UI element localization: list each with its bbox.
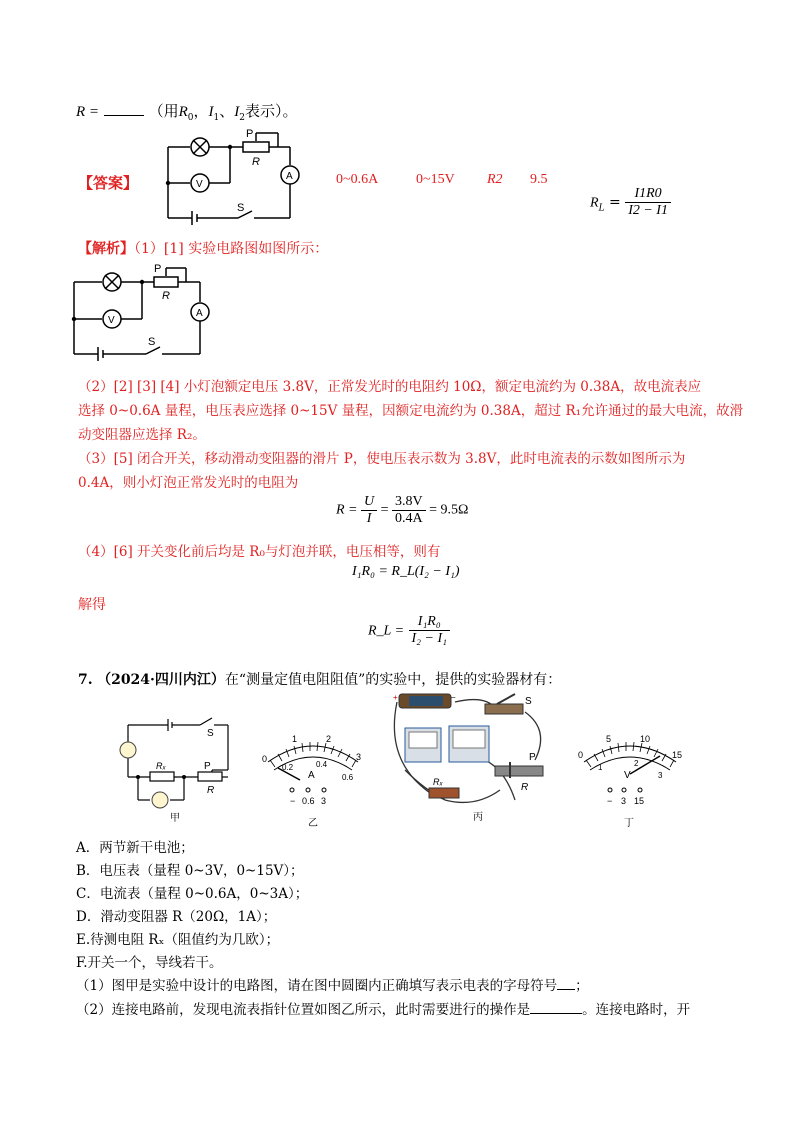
svg-text:−: −	[607, 796, 613, 806]
top-formula-line: R = （用$R_0$，$I_1$、$I_2$表示）。	[76, 102, 298, 123]
answer-formula-den: I2 − I1	[628, 203, 668, 218]
svg-text:0: 0	[578, 750, 584, 760]
svg-text:0.2: 0.2	[282, 763, 294, 772]
question-number: 7.	[78, 672, 93, 688]
svg-text:15: 15	[672, 750, 683, 760]
svg-text:15: 15	[634, 796, 645, 806]
analysis-p3-line2: 0.4A，则小灯泡正常发光时的电阻为	[78, 475, 299, 491]
material-b: B．电压表（量程 0~3V，0~15V）；	[76, 863, 304, 879]
jia-rx-label: Rₓ	[156, 761, 166, 771]
switch-label: S	[237, 202, 245, 214]
circuit-diagram-answer	[150, 125, 310, 225]
bing-r-label: R	[521, 782, 529, 793]
figure-jia-circuit	[112, 705, 242, 825]
r-note: （用	[148, 102, 179, 120]
rheostat-label: R	[252, 156, 260, 168]
analysis-p3-line1: （3）[5] 闭合开关，移动滑动变阻器的滑片 P，使电压表示数为 3.8V，此时电流表的示数如图所示为	[78, 451, 686, 467]
ammeter-symbol-label-2: A	[196, 308, 203, 319]
voltmeter-symbol-label: V	[196, 179, 203, 190]
solve-label: 解得	[78, 597, 106, 613]
svg-text:0.4: 0.4	[316, 760, 328, 769]
answer-item-2: 0~15V	[416, 172, 455, 187]
figure-yi-ammeter	[258, 730, 368, 830]
ammeter-unit: A	[308, 770, 315, 781]
answer-tag: 【答案】	[78, 174, 139, 192]
analysis-tag: 【解析】	[78, 241, 134, 257]
answer-formula: $R_L$ = $\frac{I1R0}{I2 - I1}$	[590, 186, 671, 219]
bing-switch-label: S	[525, 696, 532, 707]
material-d: D．滑动变阻器 R（20Ω，1A）；	[76, 909, 277, 925]
switch-label-2: S	[148, 336, 156, 348]
svg-text:0: 0	[262, 754, 268, 764]
sub-question-2: （2）连接电路前，发现电流表指针位置如图乙所示，此时需要进行的操作是 。连接电路时，开	[76, 1002, 691, 1018]
circuit-diagram-analysis	[62, 262, 222, 362]
fig-label-yi: 乙	[308, 818, 318, 829]
svg-text:1: 1	[598, 763, 603, 772]
analysis-p1: 【解析】（1）[1] 实验电路图如图所示：	[78, 241, 329, 257]
svg-text:0.6: 0.6	[302, 796, 315, 806]
voltmeter-symbol-label-2: V	[108, 315, 115, 326]
svg-text:3: 3	[658, 771, 663, 780]
analysis-p4: （4）[6] 开关变化前后均是 R₀与灯泡并联，电压相等，则有	[78, 544, 441, 560]
battery-minus: −	[451, 693, 456, 702]
answer-blank	[104, 115, 144, 116]
fig-label-ding: 丁	[624, 818, 634, 829]
svg-text:10: 10	[640, 734, 651, 744]
fig-label-jia: 甲	[170, 813, 180, 824]
svg-text:5: 5	[606, 734, 612, 744]
svg-text:−: −	[290, 796, 296, 806]
material-e: E.待测电阻 Rₓ（阻值约为几欧）；	[76, 932, 280, 948]
figure-ding-voltmeter	[574, 730, 689, 830]
slider-label: P	[246, 128, 254, 140]
sub-question-1: （1）图甲是实验中设计的电路图，请在图中圆圈内正确填写表示电表的字母符号 ；	[76, 978, 589, 994]
jia-switch-label: S	[207, 728, 214, 739]
equation-3: R_L = $\frac{\text{I₁R₀}}{\text{I₂ − I₁}}$	[368, 614, 450, 647]
jia-r-label: R	[207, 785, 215, 796]
analysis-p2-line3: 动变阻器应选择 R₂。	[78, 427, 206, 443]
answer-item-1: 0~0.6A	[336, 172, 379, 187]
ammeter-symbol-label: A	[286, 171, 293, 182]
answer-formula-num: I1R0	[625, 186, 671, 203]
svg-text:1: 1	[292, 734, 298, 744]
sub1-blank	[557, 989, 575, 990]
answer-item-3: R2	[487, 172, 503, 187]
material-a: A．两节新干电池；	[76, 840, 194, 856]
equation-1: R = $\frac{U}{I}$ = $\frac{3.8V}{0.4A}$ = 9.5Ω	[336, 494, 469, 526]
r-note-end: 表示）。	[245, 102, 298, 120]
r-label: R =	[76, 104, 100, 120]
material-c: C．电流表（量程 0~0.6A，0~3A）；	[76, 886, 309, 902]
bing-rx-label: Rₓ	[433, 777, 443, 787]
svg-text:3: 3	[621, 796, 627, 806]
question-stem: 在“测量定值电阻阻值”的实验中，提供的实验器材有：	[224, 672, 562, 688]
jia-slider-label: P	[204, 761, 211, 772]
svg-text:3: 3	[356, 752, 362, 762]
analysis-p2-line2: 选择 0~0.6A 量程，电压表应选择 0~15V 量程，因额定电流约为 0.38A，超过 R₁允许通过的最大电流，故滑	[78, 403, 744, 419]
material-f: F.开关一个，导线若干。	[76, 955, 223, 971]
fig-label-bing: 丙	[473, 812, 483, 823]
rheostat-label-2: R	[162, 290, 170, 302]
answer-item-4: 9.5	[530, 172, 548, 187]
equation-2: I₁R₀ = R_L(I₂ − I₁)	[352, 564, 460, 579]
sub2-blank	[530, 1013, 582, 1014]
svg-text:2: 2	[326, 734, 332, 744]
slider-label-2: P	[154, 263, 162, 275]
voltmeter-unit: V	[624, 770, 631, 781]
analysis-p2-line1: （2）[2] [3] [4] 小灯泡额定电压 3.8V，正常发光时的电阻约 10Ω，额定电流约为 0.38A，故电流表应	[78, 379, 702, 395]
question-7-stem	[78, 669, 561, 689]
bing-slider-label: P	[529, 752, 536, 763]
battery-plus: +	[393, 693, 398, 702]
svg-text:2: 2	[634, 759, 639, 768]
svg-text:0.6: 0.6	[342, 773, 354, 782]
figure-bing-apparatus	[385, 690, 565, 825]
svg-text:3: 3	[321, 796, 327, 806]
question-source: （2024·四川内江）	[97, 672, 225, 688]
